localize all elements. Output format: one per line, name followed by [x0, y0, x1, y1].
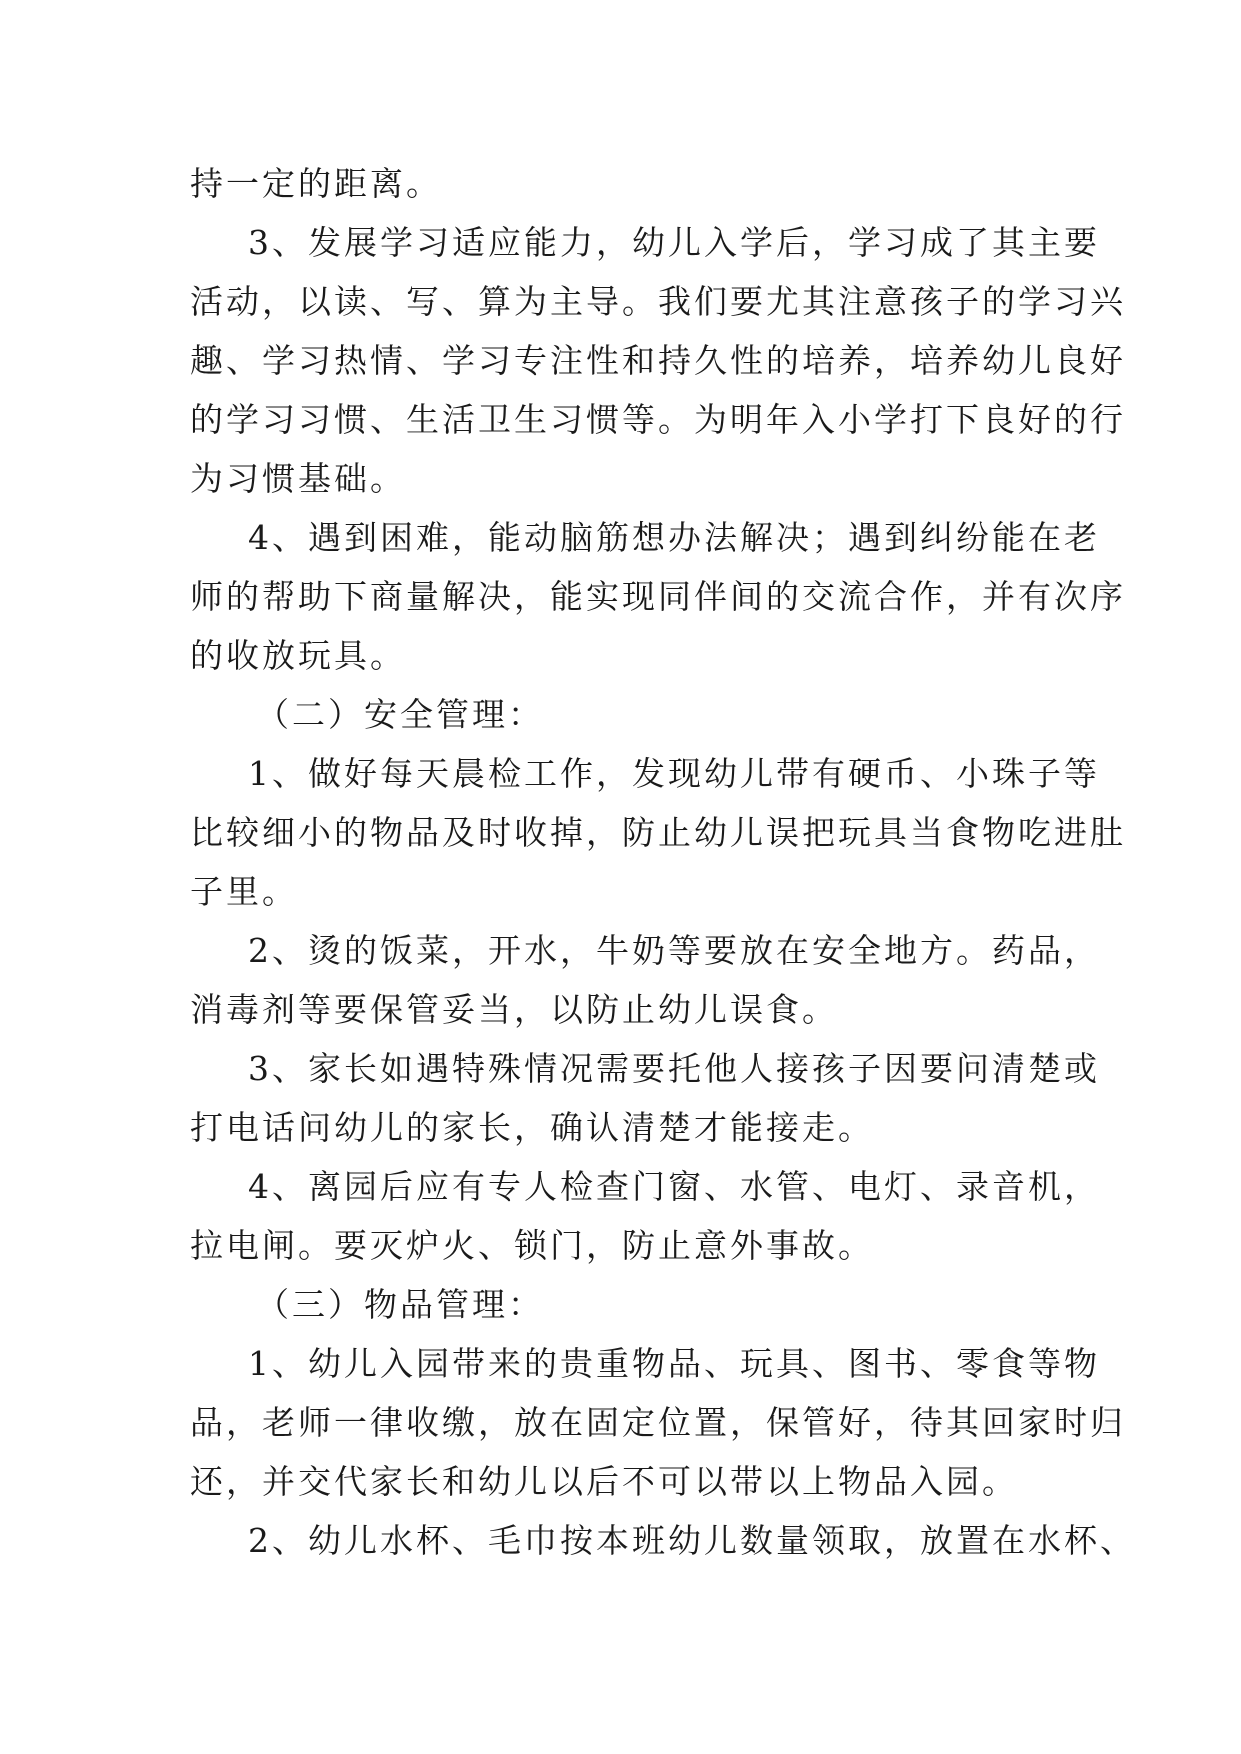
paragraph-line: 品，老师一律收缴，放在固定位置，保管好，待其回家时归 [190, 1403, 1126, 1442]
paragraph-line: 打电话问幼儿的家长，确认清楚才能接走。 [190, 1108, 874, 1147]
paragraph-line: 活动，以读、写、算为主导。我们要尤其注意孩子的学习兴 [190, 282, 1126, 321]
document-body [190, 154, 1136, 1570]
paragraph-line: 趣、学习热情、学习专注性和持久性的培养，培养幼儿良好 [190, 341, 1126, 380]
section-heading: （二）安全管理： [256, 695, 544, 734]
paragraph-line: 还，并交代家长和幼儿以后不可以带以上物品入园。 [190, 1462, 1018, 1501]
paragraph-line: 3、发展学习适应能力，幼儿入学后，学习成了其主要 [248, 223, 1100, 262]
paragraph-line: 2、烫的饭菜，开水，牛奶等要放在安全地方。药品， [248, 931, 1100, 970]
paragraph-line: 师的帮助下商量解决，能实现同伴间的交流合作，并有次序 [190, 577, 1126, 616]
paragraph-line: 1、做好每天晨检工作，发现幼儿带有硬币、小珠子等 [248, 754, 1100, 793]
paragraph-line: 拉电闸。要灭炉火、锁门，防止意外事故。 [190, 1226, 874, 1265]
paragraph-line: 的学习习惯、生活卫生习惯等。为明年入小学打下良好的行 [190, 400, 1126, 439]
paragraph-line: 为习惯基础。 [190, 459, 406, 498]
paragraph-line: 子里。 [190, 872, 298, 911]
paragraph-line: 消毒剂等要保管妥当，以防止幼儿误食。 [190, 990, 838, 1029]
paragraph-line: 比较细小的物品及时收掉，防止幼儿误把玩具当食物吃进肚 [190, 813, 1126, 852]
paragraph-line: 4、遇到困难，能动脑筋想办法解决；遇到纠纷能在老 [248, 518, 1100, 557]
paragraph-line: 的收放玩具。 [190, 636, 406, 675]
paragraph-line: 持一定的距离。 [190, 164, 442, 203]
section-heading: （三）物品管理： [256, 1285, 544, 1324]
paragraph-line: 1、幼儿入园带来的贵重物品、玩具、图书、零食等物 [248, 1344, 1100, 1383]
paragraph-line: 2、幼儿水杯、毛巾按本班幼儿数量领取，放置在水杯、 [248, 1521, 1136, 1560]
paragraph-line: 4、离园后应有专人检查门窗、水管、电灯、录音机， [248, 1167, 1100, 1206]
paragraph-line: 3、家长如遇特殊情况需要托他人接孩子因要问清楚或 [248, 1049, 1100, 1088]
